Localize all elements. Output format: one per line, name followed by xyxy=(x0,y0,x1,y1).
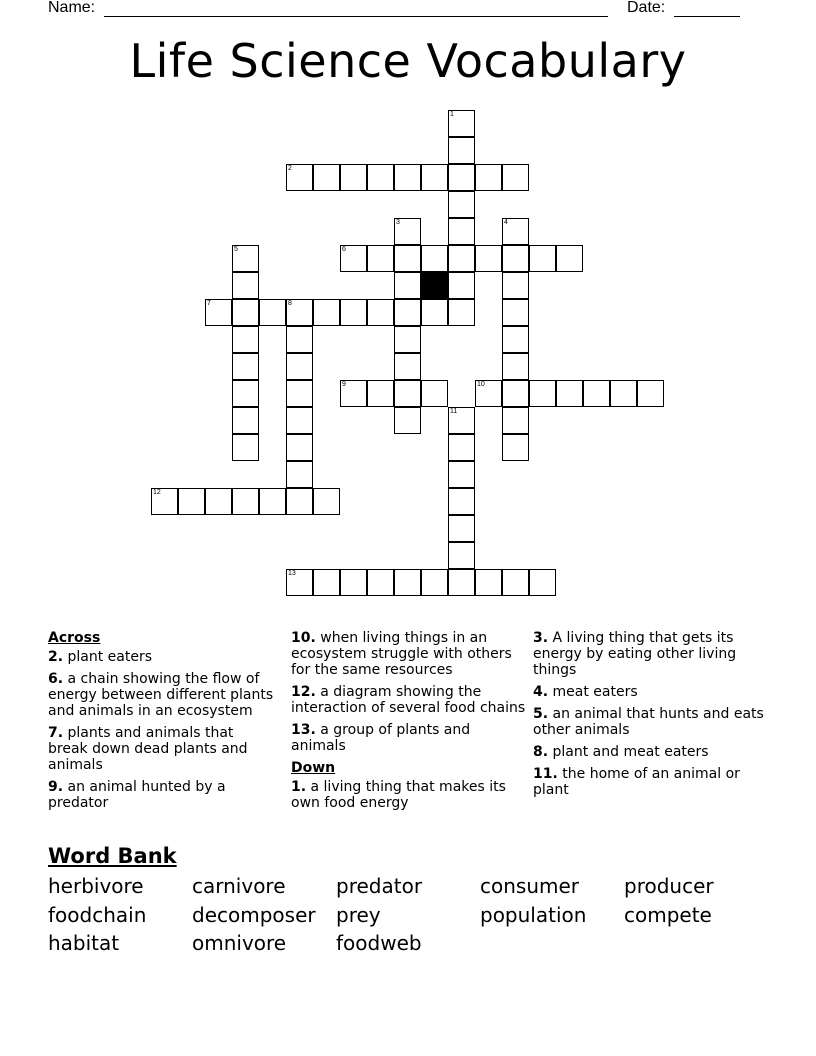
crossword-cell xyxy=(421,245,448,272)
crossword-cell xyxy=(340,164,367,191)
crossword-cell xyxy=(367,164,394,191)
crossword-cell xyxy=(394,353,421,380)
crossword-cell xyxy=(367,569,394,596)
crossword-cell xyxy=(475,380,502,407)
crossword-cell xyxy=(286,353,313,380)
crossword-cell xyxy=(448,488,475,515)
clue-across-13 xyxy=(291,722,527,754)
crossword-cell xyxy=(475,164,502,191)
clue-column-2 xyxy=(291,630,527,817)
crossword-cell xyxy=(394,245,421,272)
name-label: Name: xyxy=(48,0,96,16)
word-bank-item: consumer xyxy=(480,874,580,898)
crossword-cell xyxy=(448,191,475,218)
crossword-cell xyxy=(448,515,475,542)
cell-number: 11 xyxy=(450,408,458,415)
crossword-cell xyxy=(529,569,556,596)
crossword-cell xyxy=(610,380,637,407)
clue-text: when living things in an ecosystem struggle with others for the same resources xyxy=(291,630,512,678)
clue-number: 10. xyxy=(291,630,316,646)
word-bank-item: prey xyxy=(336,902,381,927)
clue-down-4 xyxy=(533,684,769,700)
crossword-cell xyxy=(205,488,232,515)
word-bank-item: compete xyxy=(624,902,712,927)
word-bank-item: population xyxy=(480,902,587,927)
word-bank-item: foodweb xyxy=(336,931,422,955)
clue-number: 1. xyxy=(291,779,307,795)
crossword-cell xyxy=(286,461,313,488)
clue-down-8 xyxy=(533,744,769,760)
clue-text: meat eaters xyxy=(552,684,638,700)
crossword-black-cell xyxy=(421,272,448,299)
cell-number: 2 xyxy=(288,165,292,172)
crossword-cell xyxy=(502,407,529,434)
clue-text: a chain showing the flow of energy between different plants and animals in an ecosystem xyxy=(48,671,274,719)
crossword-cell xyxy=(475,245,502,272)
crossword-cell xyxy=(448,434,475,461)
crossword-cell xyxy=(286,488,313,515)
clue-number: 3. xyxy=(533,630,549,646)
clue-down-11 xyxy=(533,766,769,798)
cell-number: 9 xyxy=(342,381,346,388)
crossword-cell xyxy=(313,164,340,191)
clue-text: plants and animals that break down dead plants and animals xyxy=(48,725,248,773)
clue-number: 6. xyxy=(48,671,64,687)
crossword-cell xyxy=(178,488,205,515)
word-bank-item: omnivore xyxy=(192,931,287,955)
across-heading: Across xyxy=(48,630,101,646)
crossword-cell xyxy=(421,569,448,596)
crossword-cell xyxy=(502,245,529,272)
crossword-cell xyxy=(232,353,259,380)
crossword-cell xyxy=(448,299,475,326)
crossword-cell xyxy=(502,164,529,191)
crossword-cell xyxy=(448,569,475,596)
clue-text: plant and meat eaters xyxy=(552,744,709,760)
cell-number: 10 xyxy=(477,381,485,388)
word-bank-item: carnivore xyxy=(192,874,286,898)
crossword-cell xyxy=(502,272,529,299)
crossword-cell xyxy=(367,380,394,407)
word-bank-item: predator xyxy=(336,874,423,898)
clue-number: 4. xyxy=(533,684,549,700)
crossword-cell xyxy=(556,245,583,272)
crossword-cell xyxy=(502,380,529,407)
crossword-cell xyxy=(259,299,286,326)
crossword-cell xyxy=(394,380,421,407)
crossword-cell xyxy=(448,245,475,272)
crossword-cell xyxy=(394,272,421,299)
clue-number: 2. xyxy=(48,649,64,665)
crossword-cell xyxy=(232,380,259,407)
clue-across-10 xyxy=(291,630,527,678)
word-bank-item: foodchain xyxy=(48,902,147,927)
crossword-cell xyxy=(340,245,367,272)
clue-number: 11. xyxy=(533,766,558,782)
word-bank xyxy=(48,872,768,958)
crossword-cell xyxy=(421,380,448,407)
crossword-cell xyxy=(286,434,313,461)
clue-across-12 xyxy=(291,684,527,716)
crossword-cell xyxy=(340,299,367,326)
cell-number: 12 xyxy=(153,489,161,496)
cell-number: 8 xyxy=(288,300,292,307)
clue-text: a living thing that makes its own food energy xyxy=(291,779,506,811)
crossword-cell xyxy=(286,299,313,326)
crossword-cell xyxy=(448,110,475,137)
crossword-cell xyxy=(232,245,259,272)
clue-across-6 xyxy=(48,671,276,719)
crossword-cell xyxy=(394,164,421,191)
clue-down-1 xyxy=(291,779,527,811)
crossword-cell xyxy=(502,299,529,326)
clue-text: a diagram showing the interaction of several food chains xyxy=(291,684,526,716)
crossword-cell xyxy=(637,380,664,407)
page-title: Life Science Vocabulary xyxy=(129,34,687,88)
crossword-cell xyxy=(394,407,421,434)
clue-across-2 xyxy=(48,649,276,665)
crossword-cell xyxy=(475,569,502,596)
crossword-cell xyxy=(313,299,340,326)
clue-number: 13. xyxy=(291,722,316,738)
crossword-cell xyxy=(286,164,313,191)
clue-number: 9. xyxy=(48,779,64,795)
crossword-cell xyxy=(556,380,583,407)
clue-text: a group of plants and animals xyxy=(291,722,471,754)
clue-text: plant eaters xyxy=(67,649,153,665)
crossword-cell xyxy=(448,272,475,299)
word-bank-item: producer xyxy=(624,874,714,898)
crossword-cell xyxy=(340,569,367,596)
word-bank-item: decomposer xyxy=(192,902,316,927)
crossword-cell xyxy=(502,434,529,461)
clue-text: the home of an animal or plant xyxy=(533,766,740,798)
clue-down-3 xyxy=(533,630,769,678)
word-bank-item: herbivore xyxy=(48,874,144,898)
crossword-cell xyxy=(502,353,529,380)
clue-number: 7. xyxy=(48,725,64,741)
clue-number: 8. xyxy=(533,744,549,760)
date-label: Date: xyxy=(627,0,666,16)
crossword-cell xyxy=(286,326,313,353)
clue-across-7 xyxy=(48,725,276,773)
crossword-cell xyxy=(151,488,178,515)
crossword-cell xyxy=(367,299,394,326)
crossword-cell xyxy=(448,164,475,191)
down-heading: Down xyxy=(291,760,336,776)
crossword-cell xyxy=(448,461,475,488)
crossword-cell xyxy=(448,542,475,569)
crossword-cell xyxy=(286,407,313,434)
clue-column-3 xyxy=(533,630,769,804)
crossword-cell xyxy=(394,326,421,353)
cell-number: 4 xyxy=(504,219,508,226)
crossword-cell xyxy=(313,488,340,515)
crossword-cell xyxy=(502,218,529,245)
clue-down-5 xyxy=(533,706,769,738)
clue-number: 12. xyxy=(291,684,316,700)
clue-text: an animal hunted by a predator xyxy=(48,779,226,811)
word-bank-title: Word Bank xyxy=(48,844,177,868)
clue-across-9 xyxy=(48,779,276,811)
crossword-cell xyxy=(232,488,259,515)
crossword-cell xyxy=(448,407,475,434)
clue-text: an animal that hunts and eats other animals xyxy=(533,706,764,738)
crossword-cell xyxy=(205,299,232,326)
crossword-cell xyxy=(286,569,313,596)
crossword-cell xyxy=(259,488,286,515)
crossword-cell xyxy=(232,407,259,434)
cell-number: 1 xyxy=(450,111,454,118)
crossword-cell xyxy=(313,569,340,596)
crossword-cell xyxy=(286,380,313,407)
crossword-cell xyxy=(232,326,259,353)
crossword-cell xyxy=(502,569,529,596)
crossword-cell xyxy=(394,218,421,245)
crossword-cell xyxy=(232,272,259,299)
cell-number: 6 xyxy=(342,246,346,253)
crossword-cell xyxy=(421,299,448,326)
crossword-cell xyxy=(340,380,367,407)
crossword-cell xyxy=(448,137,475,164)
crossword-cell xyxy=(394,299,421,326)
cell-number: 7 xyxy=(207,300,211,307)
crossword-cell xyxy=(367,245,394,272)
clue-text: A living thing that gets its energy by eating other living things xyxy=(533,630,737,678)
crossword-cell xyxy=(421,164,448,191)
crossword-cell xyxy=(529,380,556,407)
crossword-cell xyxy=(232,434,259,461)
crossword-cell xyxy=(448,218,475,245)
crossword-cell xyxy=(394,569,421,596)
crossword-cell xyxy=(529,245,556,272)
cell-number: 13 xyxy=(288,570,296,577)
clue-column-1 xyxy=(48,630,276,817)
crossword-cell xyxy=(583,380,610,407)
crossword-cell xyxy=(502,326,529,353)
word-bank-item: habitat xyxy=(48,931,120,955)
cell-number: 5 xyxy=(234,246,238,253)
crossword-cell xyxy=(232,299,259,326)
clue-number: 5. xyxy=(533,706,549,722)
cell-number: 3 xyxy=(396,219,400,226)
